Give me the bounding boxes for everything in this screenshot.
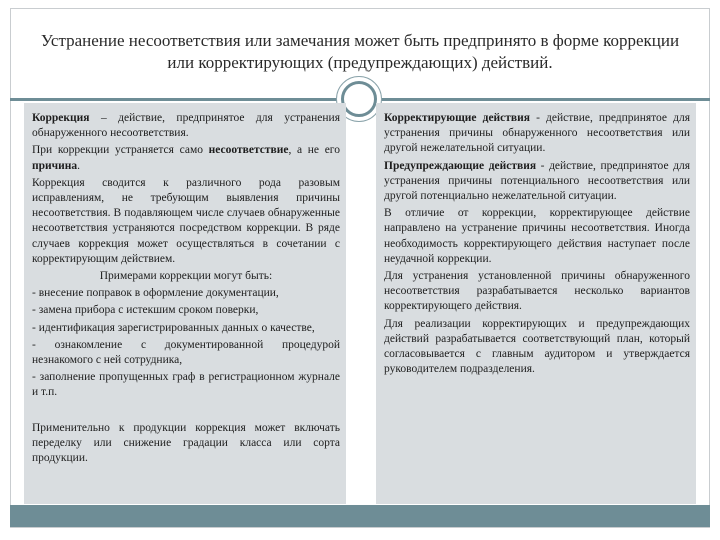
- examples-heading: Примерами коррекции могут быть:: [99, 270, 273, 283]
- correction-scope-part-3: .: [77, 159, 81, 172]
- preventive-action-text: - действие, предпринятое для устранения причины потенциального несоответствия или другой потенциально нежелательной ситуации.: [384, 159, 691, 203]
- slide-title: Устранение несоответствия или замечания может быть предпринято в форме коррекции или корректирующих (предупреждающих) действий.: [40, 31, 680, 72]
- correction-term: Коррекция: [32, 112, 90, 124]
- example-item: - идентификация зарегистрированных данных о качестве,: [32, 321, 315, 334]
- correction-definition: [32, 111, 340, 141]
- left-column-correction: [24, 103, 346, 504]
- correction-scope-cause: причина: [32, 159, 78, 172]
- correction-definition-text: – действие, предпринятое для устранения обнаруженного несоответствия.: [32, 112, 340, 140]
- action-plan: Для реализации корректирующих и предупреждающих действий разрабатывается соответствующий план, который согласовывается с главным аудитором и утверждается руководителем подразделения.: [384, 317, 690, 376]
- example-item: - ознакомление с документированной процедурой незнакомого с ней сотрудника,: [32, 338, 340, 367]
- corrective-action-term: Корректирующие действия: [384, 112, 530, 124]
- corrective-action-text: - действие, предпринятое для устранения причины обнаруженного несоответствия или другой нежелательной ситуации.: [384, 112, 690, 155]
- correction-product-note: Применительно к продукции коррекция может включать переделку или снижение градации класса или сорта продукции.: [32, 421, 340, 465]
- corrective-variants: Для устранения установленной причины обнаруженного несоответствия разрабатывается несколько вариантов корректирующего действия.: [384, 270, 690, 313]
- spacer: [32, 403, 340, 421]
- correction-scope-part-1: При коррекции устраняется само: [32, 144, 209, 157]
- preventive-action-definition: [384, 159, 690, 205]
- corrective-action-definition: [384, 111, 690, 157]
- right-column-corrective-actions: [376, 103, 696, 504]
- example-item: - замена прибора с истекшим сроком поверки,: [32, 304, 259, 317]
- correction-description: Коррекция сводится к различного рода разовым исправлениям, не требующим выявления причины несоответствия. В подавляющем числе случаев обнаруженные несоответствия устраняются посредством коррекции. В ряде случаев коррекция может осуществляться в сочетании с корректирующим действием.: [32, 176, 340, 265]
- preventive-action-term: Предупреждающие действия: [384, 159, 537, 172]
- footer-bar: [10, 505, 710, 527]
- correction-scope-nonconformity: несоответствие: [208, 144, 289, 157]
- correction-scope: [32, 143, 340, 173]
- example-item: - внесение поправок в оформление документации,: [32, 287, 279, 300]
- corrective-vs-correction: В отличие от коррекции, корректирующее действие направлено на устранение причины несоответствия. Иногда необходимость корректирующего действия наступает после неудачной коррекции.: [384, 207, 690, 265]
- divider-ring-inner: [341, 81, 377, 117]
- correction-scope-part-2: , а не его: [288, 144, 340, 157]
- example-item: - заполнение пропущенных граф в регистрационном журнале и т.п.: [32, 371, 340, 399]
